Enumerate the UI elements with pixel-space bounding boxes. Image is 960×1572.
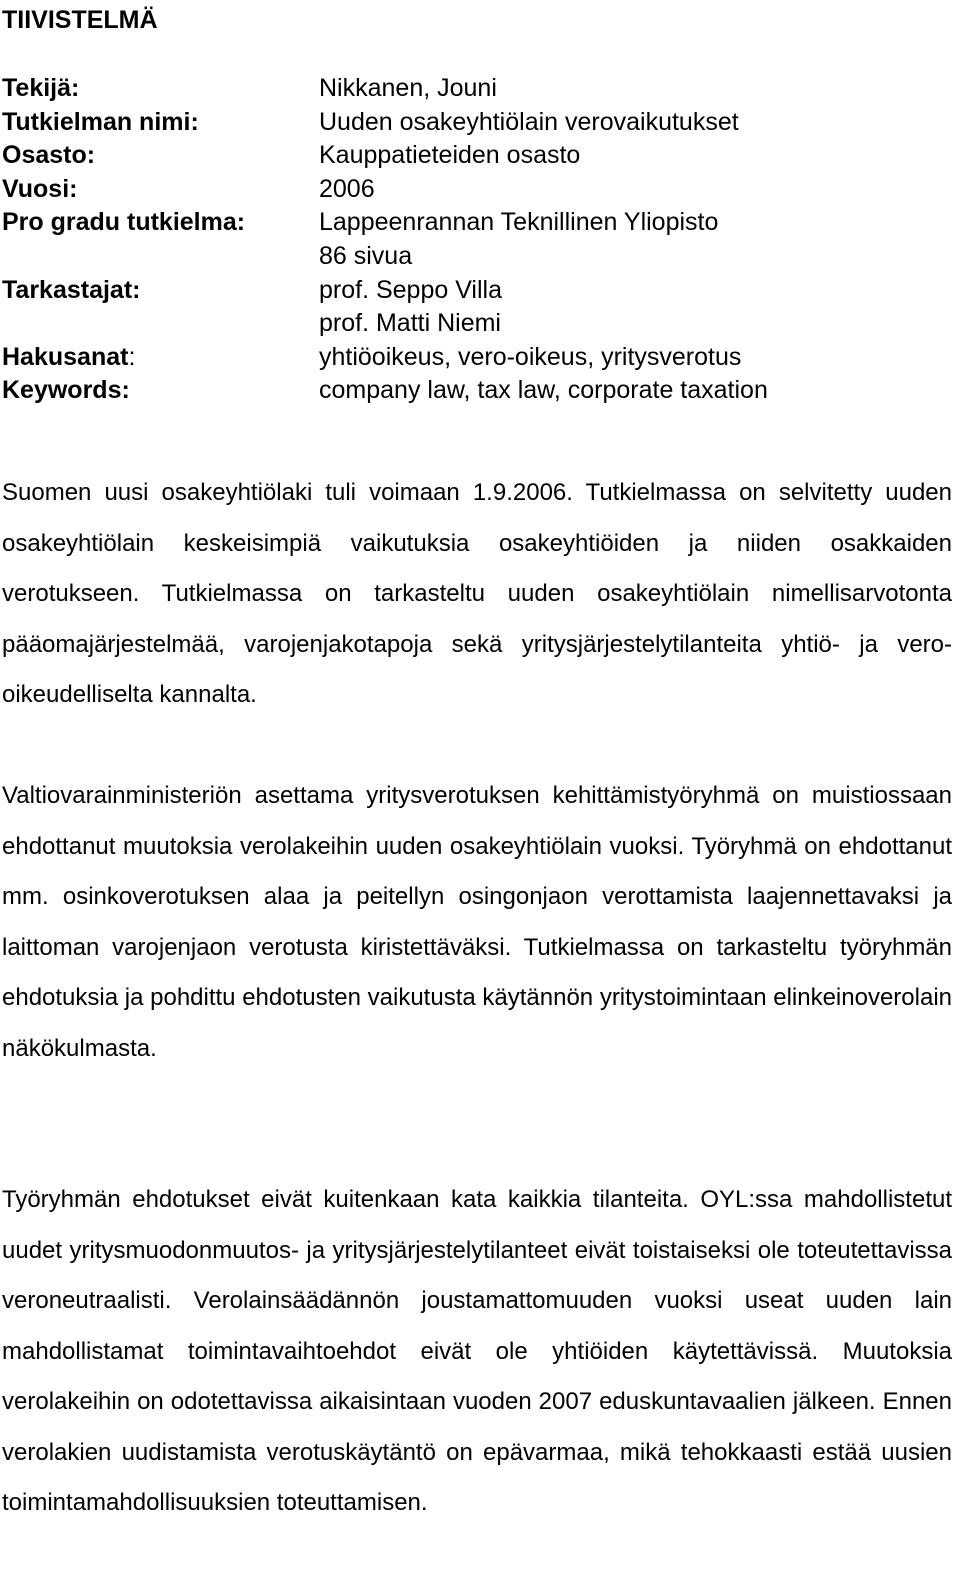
meta-value: prof. Seppo Villa bbox=[319, 275, 502, 304]
meta-row-examiners bbox=[2, 274, 952, 308]
meta-label: Keywords: bbox=[2, 376, 130, 405]
page-title: TIIVISTELMÄ bbox=[2, 6, 158, 34]
meta-label-colon: : bbox=[128, 342, 136, 371]
meta-row-year bbox=[2, 173, 952, 207]
meta-value: company law, tax law, corporate taxation bbox=[319, 376, 768, 405]
metadata-table bbox=[2, 72, 952, 408]
meta-row-search-terms bbox=[2, 341, 952, 375]
meta-row-author bbox=[2, 72, 952, 106]
abstract-paragraph-2: Valtiovarainministeriön asettama yritysverotuksen kehittämistyöryhmä on muistiossaan ehdottanut muutoksia verolakeihin uuden osakeyhtiölain vuoksi. Työryhmä on ehdottanut mm. osinkoverotuksen alaa ja peitellyn osingonjaon verottamista laajennettavaksi ja laittoman varojenjaon verotusta kiristettäväksi. Tutkielmassa on tarkasteltu työryhmän ehdotuksia ja pohdittu ehdotusten vaikutusta käytännön yritystoimintaan elinkeinoverolain näkökulmasta. bbox=[2, 782, 952, 1062]
meta-label: Tutkielman nimi: bbox=[2, 107, 199, 136]
meta-row-thesis-type bbox=[2, 206, 952, 240]
meta-label: Osasto: bbox=[2, 141, 96, 170]
meta-value: 86 sivua bbox=[319, 241, 413, 270]
meta-value: Kauppatieteiden osasto bbox=[319, 141, 581, 170]
meta-label: Tekijä: bbox=[2, 74, 80, 102]
meta-value: Uuden osakeyhtiölain verovaikutukset bbox=[319, 107, 739, 136]
abstract-paragraph-3: Työryhmän ehdotukset eivät kuitenkaan kata kaikkia tilanteita. OYL:ssa mahdollistetut uudet yritysmuodonmuutos- ja yritysjärjestelytilanteet eivät toistaiseksi ole toteutettavissa veroneutraalisti. Verolainsäädännön joustamattomuuden vuoksi useat uuden lain mahdollistamat toimintavaihtoehdot eivät ole yhtiöiden käytettävissä. Muutoksia verolakeihin on odotettavissa aikaisintaan vuoden 2007 eduskuntavaalien jälkeen. Ennen verolakien uudistamista verotuskäytäntö on epävarmaa, mikä tehokkaasti estää uusien toimintamahdollisuuksien toteuttamisen. bbox=[2, 1186, 952, 1516]
meta-row-thesis-title bbox=[2, 106, 952, 140]
meta-value: 2006 bbox=[319, 174, 375, 203]
meta-row-department bbox=[2, 139, 952, 173]
meta-row-keywords bbox=[2, 374, 952, 408]
meta-label: Pro gradu tutkielma: bbox=[2, 208, 246, 237]
meta-value: yhtiöoikeus, vero-oikeus, yritysverotus bbox=[319, 342, 742, 371]
meta-label: Tarkastajat: bbox=[2, 275, 141, 304]
meta-label bbox=[2, 341, 135, 375]
meta-value: Lappeenrannan Teknillinen Yliopisto bbox=[319, 208, 719, 237]
meta-label: Vuosi: bbox=[2, 174, 78, 203]
meta-value: Nikkanen, Jouni bbox=[319, 74, 497, 102]
meta-row-examiner-2 bbox=[2, 307, 952, 341]
meta-row-pages bbox=[2, 240, 952, 274]
meta-value: prof. Matti Niemi bbox=[319, 309, 501, 338]
meta-label-text: Hakusanat bbox=[2, 342, 129, 371]
abstract-paragraph-1: Suomen uusi osakeyhtiölaki tuli voimaan 1.9.2006. Tutkielmassa on selvitetty uuden osakeyhtiölain keskeisimpiä vaikutuksia osakeyhtiöiden ja niiden osakkaiden verotukseen. Tutkielmassa on tarkasteltu uuden osakeyhtiölain nimellisarvotonta pääomajärjestelmää, varojenjakotapoja sekä yritysjärjestelytilanteita yhtiö- ja vero-oikeudelliselta kannalta. bbox=[2, 479, 952, 708]
